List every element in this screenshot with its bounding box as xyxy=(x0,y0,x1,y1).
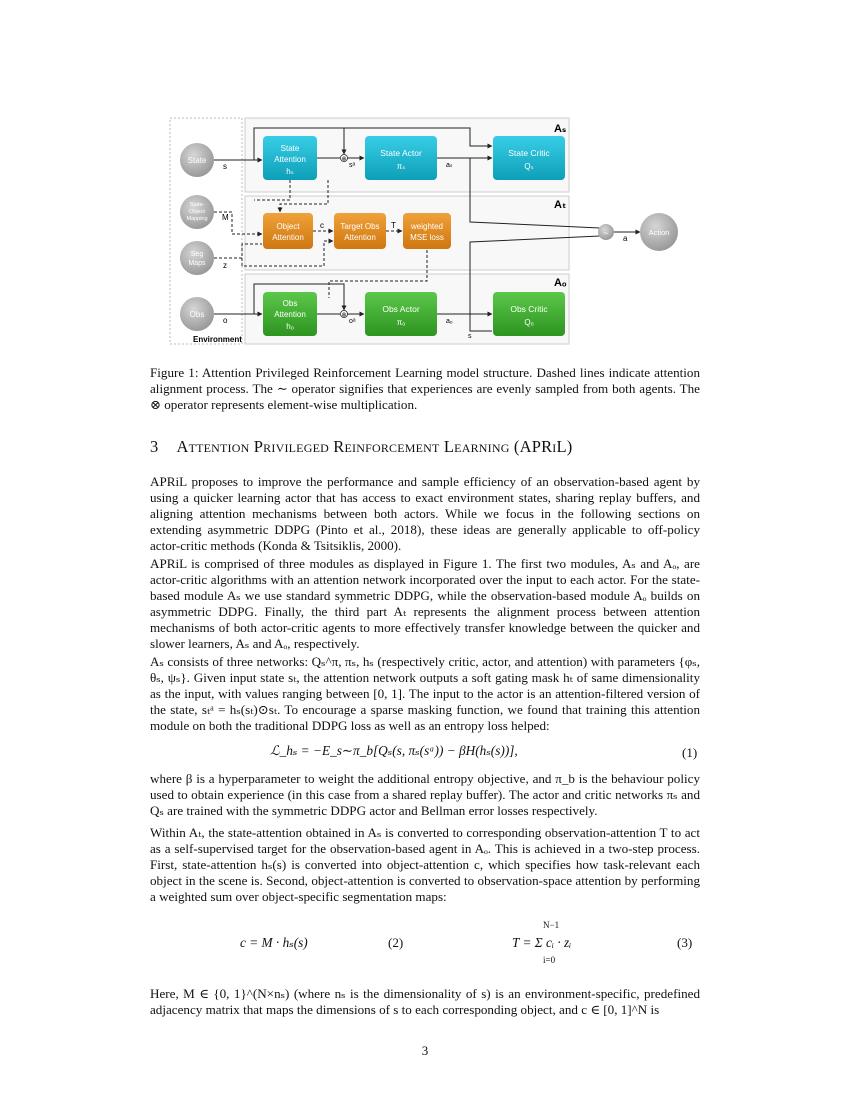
obs-node-label: Obs xyxy=(189,310,205,319)
equation-3-lower: i=0 xyxy=(543,955,556,965)
section-heading xyxy=(150,437,700,457)
paragraph-2: APRiL is comprised of three modules as displayed in Figure 1. The first two modules, Aₛ and Aₒ, are actor-critic algorithms with an attention network incorporated over the input to each actor. For the state-based module Aₛ we use standard symmetric DDPG, while the observation-based module Aₒ builds on asymmetric DDPG. Finally, the third part Aₜ represents the alignment process between attention mechanisms of both actor-critic agents to more effectively transfer knowledge between the quicker and slower learners, Aₛ and Aₒ, respectively. xyxy=(150,556,700,652)
svg-text:State: State xyxy=(280,144,300,153)
svg-text:hₒ: hₒ xyxy=(286,322,294,331)
svg-text:hₛ: hₛ xyxy=(286,167,294,176)
equation-3: T = Σ cᵢ · zᵢ xyxy=(512,935,572,950)
svg-text:Obs Critic: Obs Critic xyxy=(510,304,548,314)
svg-text:weighted: weighted xyxy=(410,222,444,231)
object-attention-box xyxy=(263,213,313,249)
svg-text:a: a xyxy=(623,234,628,243)
svg-text:Qₛ: Qₛ xyxy=(524,162,534,171)
svg-text:aₛ: aₛ xyxy=(446,162,453,169)
target-obs-attention-box xyxy=(334,213,386,249)
som-label-1: State- xyxy=(189,202,205,208)
seg-maps-node xyxy=(180,241,214,275)
svg-text:~: ~ xyxy=(603,228,609,238)
section-title: Attention Privileged Reinforcement Learning (APRiL) xyxy=(176,437,573,456)
svg-text:State Critic: State Critic xyxy=(508,148,550,158)
svg-text:sᵃ: sᵃ xyxy=(349,162,356,169)
svg-text:M: M xyxy=(222,213,229,222)
state-node-label: State xyxy=(187,156,207,165)
svg-text:oᵃ: oᵃ xyxy=(349,318,356,325)
equation-2: c = M · hₛ(s) xyxy=(240,935,308,950)
figure-1-diagram xyxy=(168,116,682,346)
svg-text:s: s xyxy=(223,162,227,171)
obs-actor-box xyxy=(365,292,437,336)
paragraph-3: Aₛ consists of three networks: Qₛ^π, πₛ, hₛ (respectively critic, actor, and attention) with parameters {φₛ, θₛ, ψₛ}. Given input state sₜ, the attention network outputs a soft gating mask hₜ of same dimensionality as the input, with values ranging between [0, 1]. The input to the actor is an attention-filtered version of the state, sₜᵃ = hₛ(sₜ)⊙sₜ. To encourage a sparse masking function, we found that training this attention module on both the traditional DDPG loss as well as an entropy loss helped: xyxy=(150,654,700,734)
svg-text:MSE loss: MSE loss xyxy=(410,233,444,242)
svg-text:πₒ: πₒ xyxy=(396,318,406,327)
paragraph-5: Within Aₜ, the state-attention obtained in Aₛ is converted to corresponding observation-attention T to act as a self-supervised target for the observation-based agent in Aₒ. This is achieved in a two-step process. First, state-attention hₛ(s) is converted into object-attention c, which specifies how task-relevant each object in the scene is. Second, object-attention is converted to observation-space attention by performing a weighted sum over object-specific segmentation maps: xyxy=(150,825,700,905)
som-label-2: Object xyxy=(189,209,205,215)
svg-text:⊗: ⊗ xyxy=(341,156,347,163)
state-critic-box xyxy=(493,136,565,180)
module-ao-label: Aₒ xyxy=(554,277,567,289)
module-as-label: Aₛ xyxy=(554,123,567,135)
som-label-3: Mapping xyxy=(186,216,208,222)
page-number: 3 xyxy=(421,1043,429,1058)
equation-3-number: (3) xyxy=(677,935,693,950)
svg-text:Obs: Obs xyxy=(282,299,298,308)
svg-text:z: z xyxy=(223,261,227,270)
paragraph-4: where β is a hyperparameter to weight the additional entropy objective, and π_b is the behaviour policy used to obtain experience (in this case from a shared replay buffer). The actor and critic networks πₛ and Qₛ are trained with the symmetric DDPG actor and Bellman error losses respectively. xyxy=(150,771,700,819)
weighted-mse-box xyxy=(403,213,451,249)
svg-text:aₒ: aₒ xyxy=(446,318,453,325)
action-label: Action xyxy=(648,228,670,237)
seg-label-1: Seg xyxy=(190,251,204,258)
svg-text:State Actor: State Actor xyxy=(380,148,422,158)
svg-text:c: c xyxy=(320,221,324,230)
figure-caption: Figure 1: Attention Privileged Reinforcement Learning model structure. Dashed lines indicate attention alignment process. The ∼ operator signifies that experiences are evenly sampled from both agents. The ⊗ operator represents element-wise multiplication. xyxy=(150,365,700,412)
svg-text:Qₒ: Qₒ xyxy=(524,318,534,327)
svg-text:Attention: Attention xyxy=(274,155,306,164)
obs-critic-box xyxy=(493,292,565,336)
svg-text:πₛ: πₛ xyxy=(396,162,406,171)
svg-text:Attention: Attention xyxy=(274,310,306,319)
seg-label-2: Maps xyxy=(188,260,206,267)
svg-text:Target Obs: Target Obs xyxy=(340,222,380,231)
state-actor-box xyxy=(365,136,437,180)
environment-label: Environment xyxy=(193,335,242,344)
svg-text:s: s xyxy=(468,333,472,340)
module-at-label: Aₜ xyxy=(554,199,567,211)
equation-1-number: (1) xyxy=(682,745,698,760)
svg-text:o: o xyxy=(223,316,228,325)
section-number: 3 xyxy=(150,437,159,456)
paragraph-1: APRiL proposes to improve the performance and sample efficiency of an observation-based agent by using a quicker learning actor that has access to exact environment states, sharing replay buffers, and aligning attention mechanisms between both actors. While we focus in the following sections on extending asymmetric DDPG (Pinto et al., 2018), these ideas are generally applicable to off-policy actor-critic methods (Konda & Tsitsiklis, 2000). xyxy=(150,474,700,554)
svg-text:Object: Object xyxy=(276,222,300,231)
equation-1: ℒ_hₛ = −E_s∼π_b[Qₛ(s, πₛ(sᵃ)) − βH(hₛ(s))], xyxy=(270,743,518,758)
svg-text:Attention: Attention xyxy=(272,233,304,242)
svg-text:Obs Actor: Obs Actor xyxy=(382,304,420,314)
svg-text:Attention: Attention xyxy=(344,233,376,242)
equation-2-number: (2) xyxy=(388,935,404,950)
equation-3-upper: N−1 xyxy=(543,920,560,930)
svg-text:T: T xyxy=(391,221,396,230)
paragraph-6: Here, M ∈ {0, 1}^(N×nₛ) (where nₛ is the dimensionality of s) is an environment-specific, predefined adjacency matrix that maps the dimensions of s to each corresponding object, and c ∈ [0, 1]^N is xyxy=(150,986,700,1018)
svg-text:⊗: ⊗ xyxy=(341,312,347,319)
